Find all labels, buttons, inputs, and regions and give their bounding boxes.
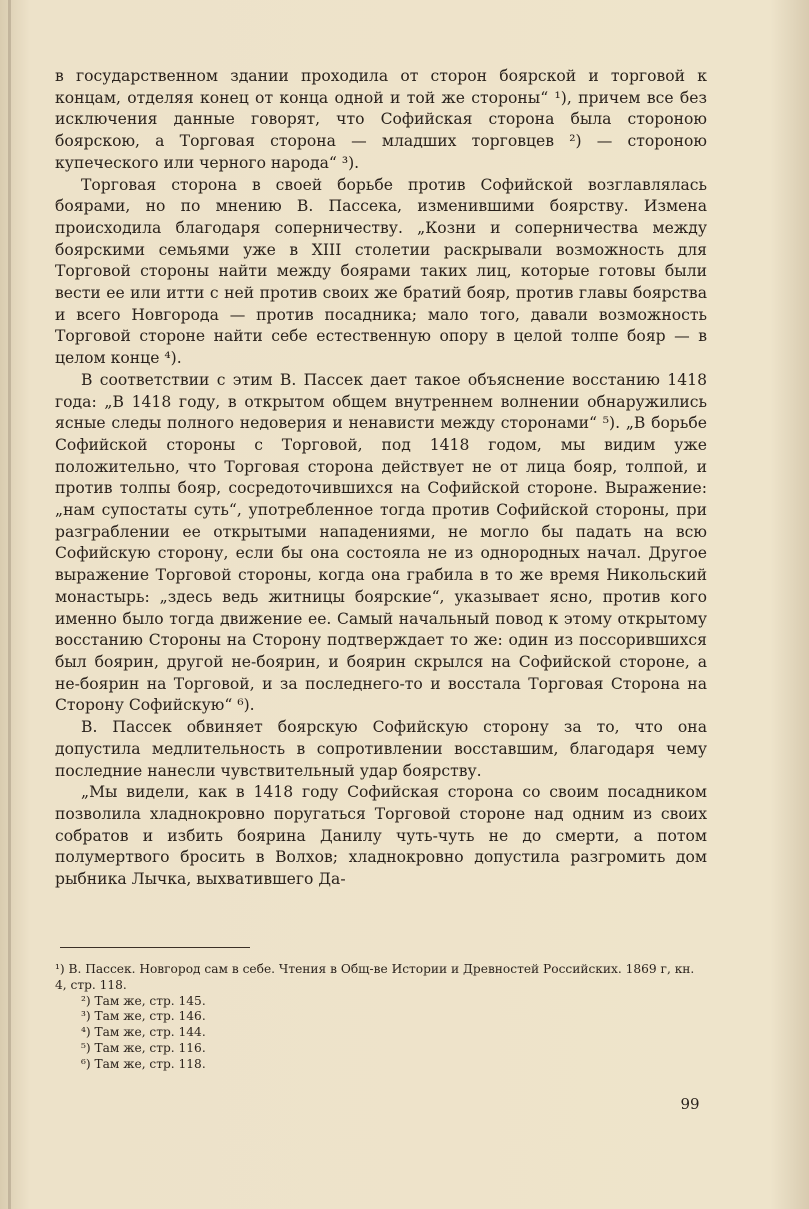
page-binding-edge [8,0,11,1209]
footnote-4: ⁴) Там же, стр. 144. [81,1025,206,1040]
footnote-5: ⁵) Там же, стр. 116. [81,1040,206,1055]
paragraph-1: в государственном здании проходила от сторон боярской и торговой к концам, отделяя конец от конца одной и той же стороны“ ¹), причем все без исключения данные говорят, что Софийская сторона была стороною боярскою, а Торговая сторона — младших торговцев ²) — стороною купеческого или черного народа“ ³). [55,67,707,172]
footnote-2: ²) Там же, стр. 145. [81,993,206,1008]
main-text [55,66,707,891]
footnote-1: ¹) В. Пассек. Новгород сам в себе. Чтения в Общ-ве Истории и Древностей Российских. 1869 г, кн. 4, стр. 118. [55,962,695,992]
footnote-6: ⁶) Там же, стр. 118. [81,1056,206,1071]
footnote-separator [60,947,250,948]
page-number: 99 [680,1095,700,1113]
paragraph-3: В соответствии с этим В. Пассек дает такое объяснение восстанию 1418 года: „В 1418 году, в открытом общем внутреннем волнении обнаружились ясные следы полного недоверия и ненависти между сторонами“ ⁵). „В борьбе Софийской стороны с Торговой, под 1418 годом, мы видим уже положительно, что Торговая сторона действует не от лица бояр, толпой, и против толпы бояр, сосредоточившихся на Софийской стороне. Выражение: „нам супостаты суть“, употребленное тогда против Софийской стороны, при разграблении ее открытыми нападениями, не могло бы падать на всю Софийскую сторону, если бы она состояла не из однородных начал. Другое выражение Торговой стороны, когда она грабила в то же время Никольский монастырь: „здесь ведь житницы боярские“, указывает ясно, против кого именно было тогда движение ее. Самый начальный повод к этому открытому восстанию Стороны на Сторону подтверждает то же: один из поссорившихся был боярин, другой не-боярин, и боярин скрылся на Софийской стороне, а не-боярин на Торговой, и за последнего-то и восстала Торговая Сторона на Сторону Софийскую“ ⁶). [55,370,707,715]
footnote-3: ³) Там же, стр. 146. [81,1009,206,1024]
paragraph-5: „Мы видели, как в 1418 году Софийская сторона со своим посадником позволила хладнокровно поругаться Торговой стороне над одним из своих собратов и избить боярина Данилу чуть-чуть не до смерти, а потом полумертвого бросить в Волхов; хладнокровно допустила разгромить дом рыбника Лычка, выхватившего Да- [55,783,707,889]
paragraph-2: Торговая сторона в своей борьбе против Софийской возглавлялась боярами, но по мнению В. Пассека, изменившими боярству. Измена происходила благодаря соперничеству. „Козни и соперничества между боярскими семьями уже в XIII столетии раскрывали возможность для Торговой стороны найти между боярами таких лиц, которые готовы были вести ее или итти с ней против своих же братий бояр, против главы боярства и всего Новгорода — против посадника; мало того, давали возможность Торговой стороне найти себе естественную опору в целой толпе бояр — в целом конце ⁴). [55,175,707,368]
paragraph-4: В. Пассек обвиняет боярскую Софийскую сторону за то, что она допустила медлительность в сопротивлении восставшим, благодаря чему последние нанесли чувствительный удар боярству. [55,718,707,780]
footnotes [55,962,707,1073]
